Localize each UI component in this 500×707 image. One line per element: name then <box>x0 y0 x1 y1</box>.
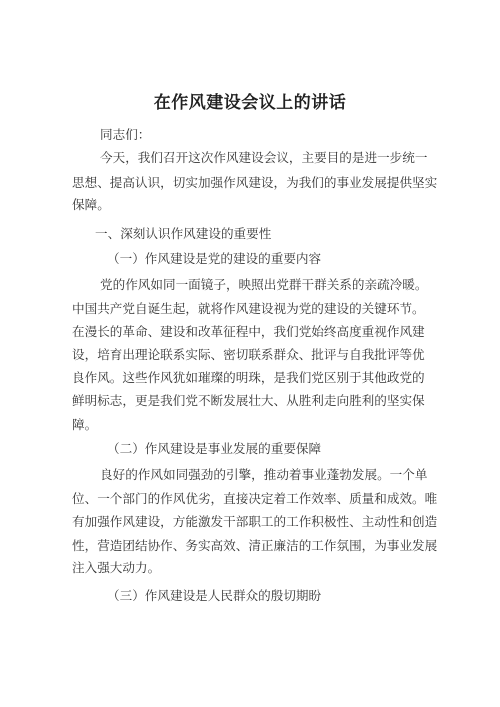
sub1-line-5: 良作风。这些作风犹如璀璨的明珠，是我们党区别于其他政党的 <box>72 370 425 385</box>
sub1-line-1: 党的作风如同一面镜子，映照出党群干群关系的亲疏冷暖。 <box>100 277 428 292</box>
document-title: 在作风建设会议上的讲话 <box>153 93 347 113</box>
salutation: 同志们： <box>100 127 151 142</box>
sub2-line-4: 性，营造团结协作、务实高效、清正廉洁的工作氛围，为事业发展 <box>72 538 438 553</box>
subsection-heading-3: （三）作风建设是人民群众的殷切期盼 <box>107 588 322 603</box>
sub2-line-1: 良好的作风如同强劲的引擎，推动着事业蓬勃发展。一个单 <box>100 467 428 482</box>
sub2-line-2: 位、一个部门的作风优劣，直接决定着工作效率、质量和成效。唯 <box>72 491 438 506</box>
sub1-line-3: 在漫长的革命、建设和改革征程中，我们党始终高度重视作风建 <box>72 324 425 339</box>
sub2-line-5: 注入强大动力。 <box>72 560 161 575</box>
intro-line-3: 保障。 <box>72 197 110 212</box>
sub1-line-2: 中国共产党自诞生起，就将作风建设视为党的建设的关键环节。 <box>72 301 425 316</box>
section-heading-1: 一、深刻认识作风建设的重要性 <box>95 226 272 241</box>
sub2-line-3: 有加强作风建设，方能激发干部职工的工作积极性、主动性和创造 <box>72 514 438 529</box>
intro-line-1: 今天，我们召开这次作风建设会议，主要目的是进一步统一 <box>100 150 428 165</box>
intro-line-2: 思想、提高认识，切实加强作风建设，为我们的事业发展提供坚实 <box>72 175 438 190</box>
sub1-line-4: 设，培育出理论联系实际、密切联系群众、批评与自我批评等优 <box>72 347 425 362</box>
sub1-line-6: 鲜明标志，更是我们党不断发展壮大、从胜利走向胜利的坚实保 <box>72 393 425 408</box>
subsection-heading-2: （二）作风建设是事业发展的重要保障 <box>107 441 322 456</box>
sub1-line-7: 障。 <box>72 417 98 432</box>
subsection-heading-1: （一）作风建设是党的建设的重要内容 <box>107 251 322 266</box>
